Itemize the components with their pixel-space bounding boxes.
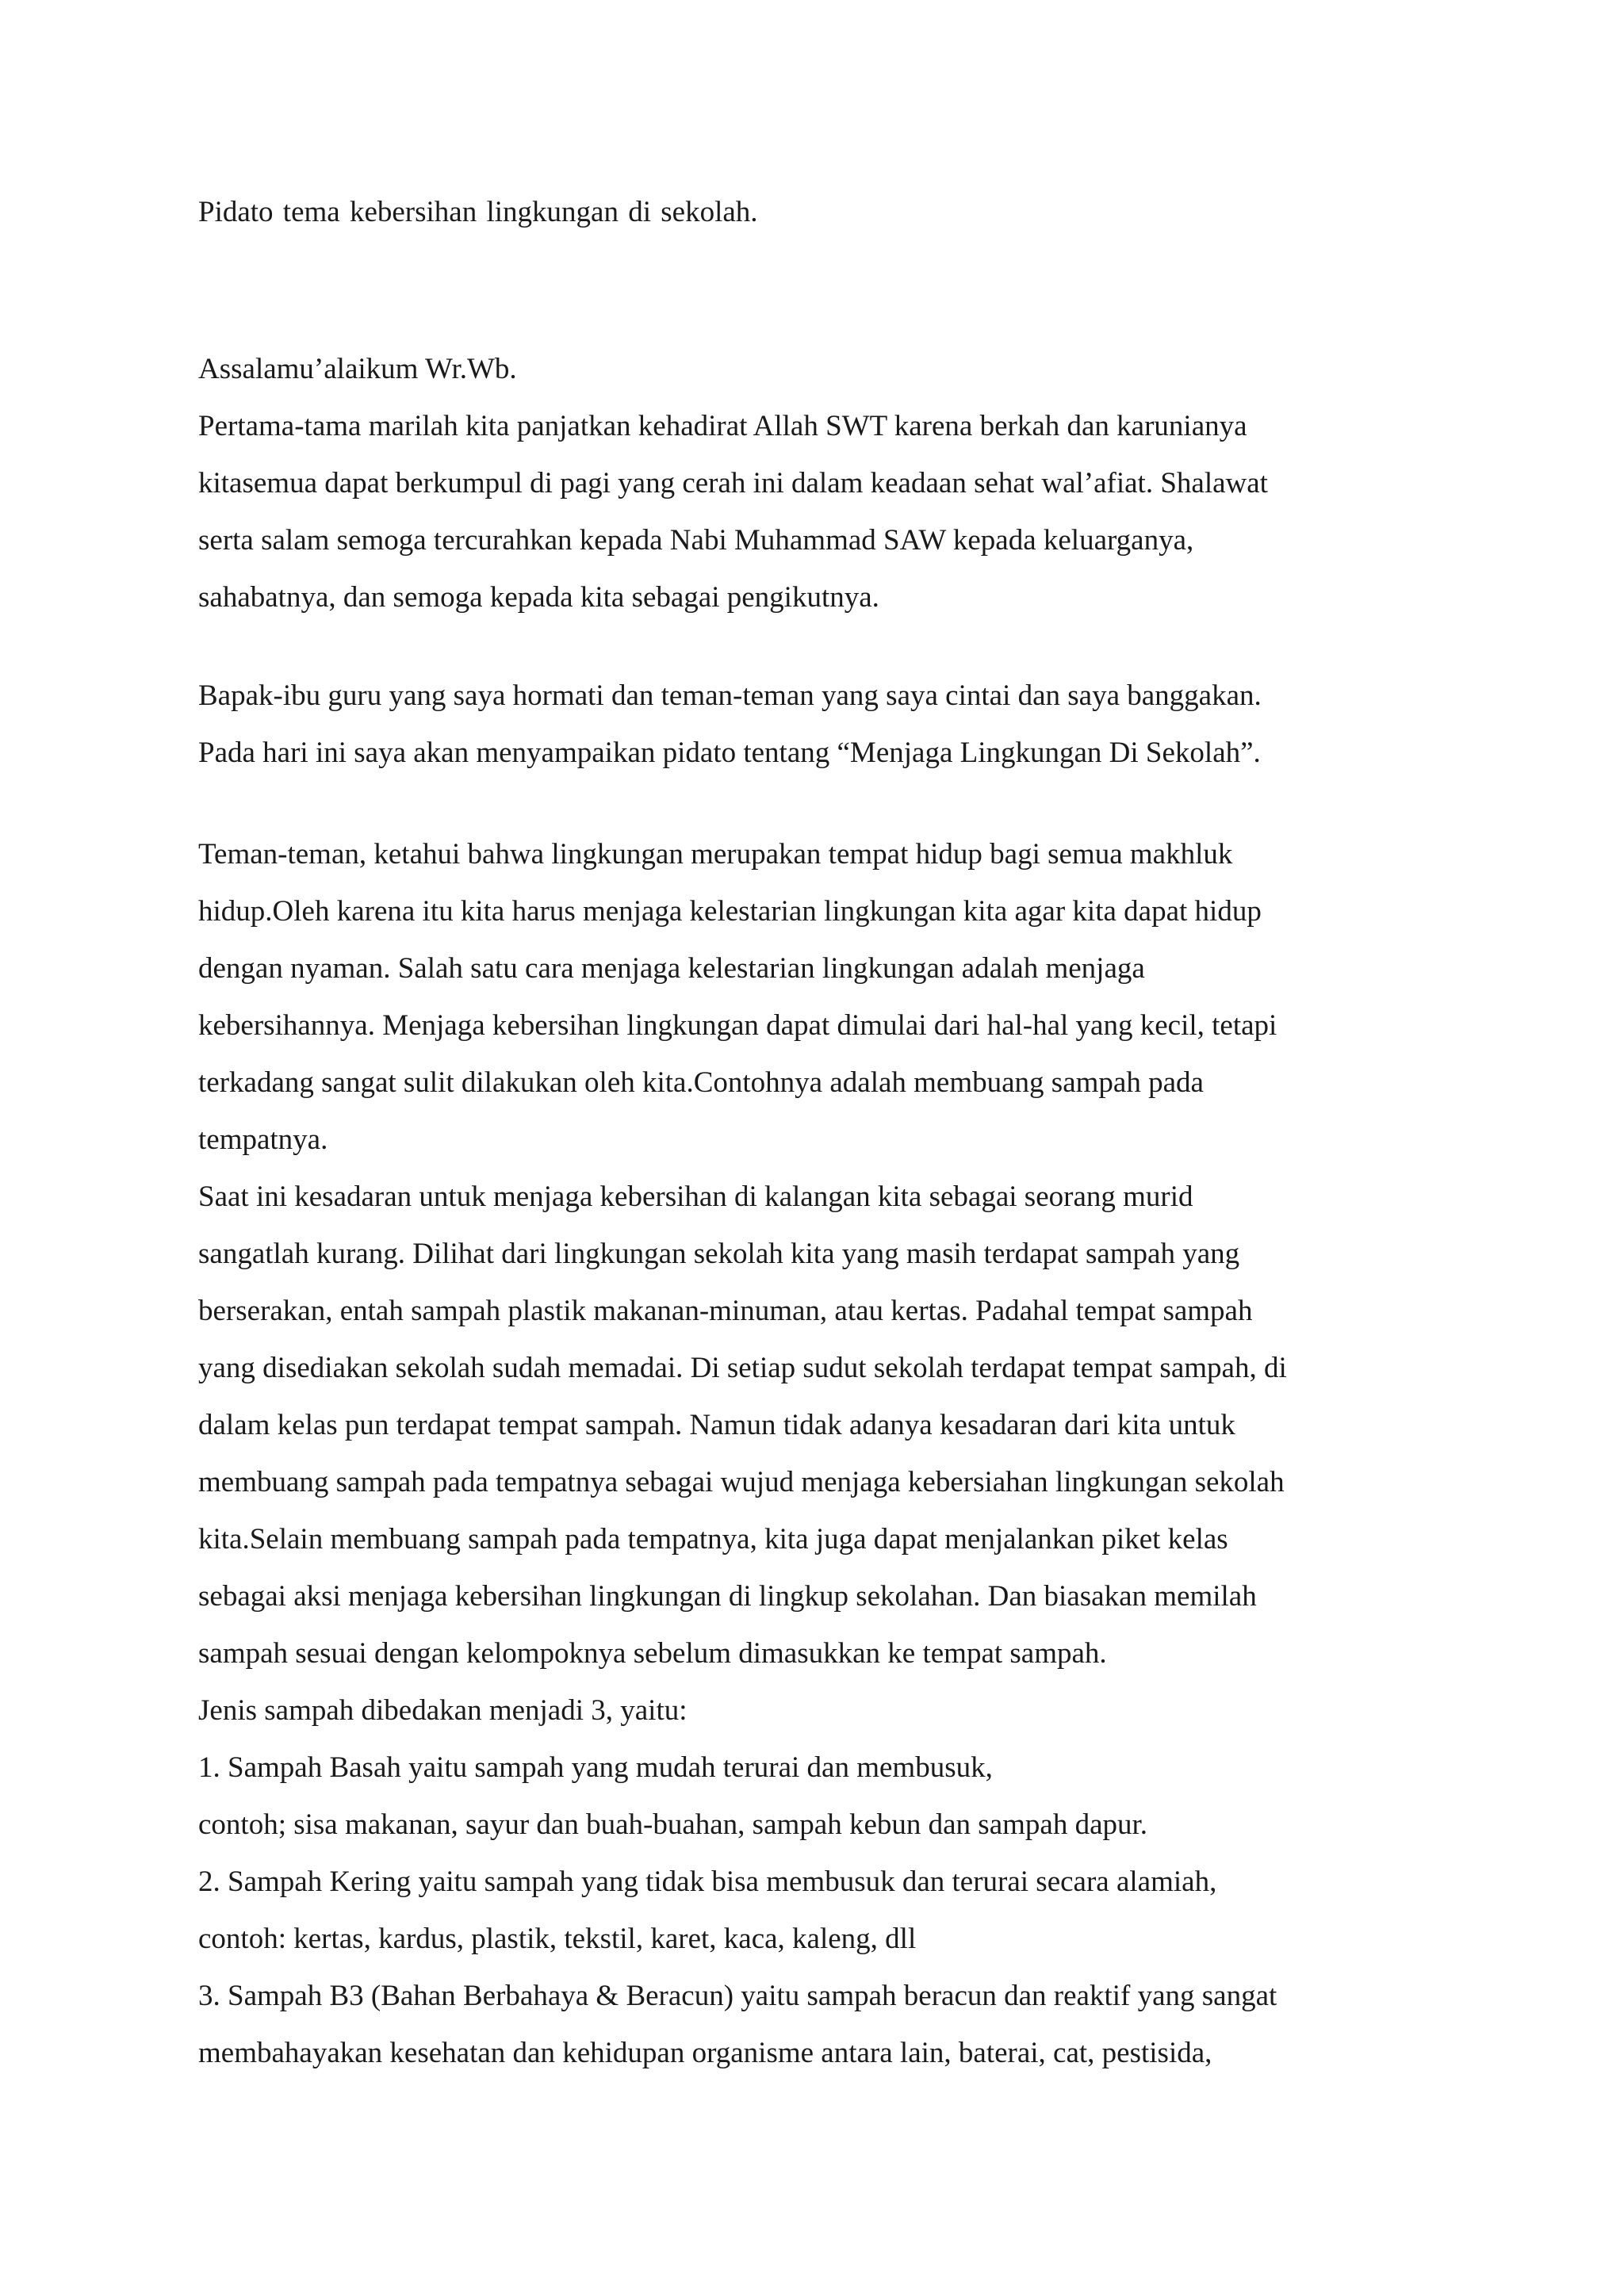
- paragraph-line: kita.Selain membuang sampah pada tempatnya, kita juga dapat menjalankan piket kelas: [198, 1523, 1228, 1556]
- paragraph-line: sampah sesuai dengan kelompoknya sebelum dimasukkan ke tempat sampah.: [198, 1637, 1107, 1670]
- list-item: 1. Sampah Basah yaitu sampah yang mudah terurai dan membusuk,: [198, 1751, 993, 1784]
- paragraph-line: Teman-teman, ketahui bahwa lingkungan merupakan tempat hidup bagi semua makhluk: [198, 838, 1233, 871]
- list-item: 2. Sampah Kering yaitu sampah yang tidak bisa membusuk dan terurai secara alamiah,: [198, 1866, 1217, 1898]
- paragraph-line: Pertama-tama marilah kita panjatkan kehadirat Allah SWT karena berkah dan karunianya: [198, 410, 1247, 442]
- paragraph-line: membuang sampah pada tempatnya sebagai wujud menjaga kebersiahan lingkungan sekolah: [198, 1466, 1285, 1498]
- list-item-example: contoh; sisa makanan, sayur dan buah-buahan, sampah kebun dan sampah dapur.: [198, 1808, 1148, 1841]
- paragraph-line: Bapak-ibu guru yang saya hormati dan teman-teman yang saya cintai dan saya banggakan.: [198, 679, 1262, 712]
- paragraph-opening: [198, 398, 1435, 626]
- paragraph-line: sahabatnya, dan semoga kepada kita sebagai pengikutnya.: [198, 581, 879, 614]
- paragraph-main: [198, 826, 1435, 2082]
- paragraph-line: kitasemua dapat berkumpul di pagi yang cerah ini dalam keadaan sehat wal’afiat. Shalawat: [198, 467, 1268, 499]
- paragraph-line: sangatlah kurang. Dilihat dari lingkungan sekolah kita yang masih terdapat sampah yang: [198, 1238, 1240, 1270]
- paragraph-line: yang disediakan sekolah sudah memadai. Di setiap sudut sekolah terdapat tempat sampah, di: [198, 1352, 1287, 1384]
- paragraph-line: Pada hari ini saya akan menyampaikan pidato tentang “Menjaga Lingkungan Di Sekolah”.: [198, 737, 1261, 769]
- list-item: 3. Sampah B3 (Bahan Berbahaya & Beracun) yaitu sampah beracun dan reaktif yang sangat: [198, 1980, 1277, 2012]
- paragraph-address: [198, 668, 1435, 782]
- greeting: Assalamu’alaikum Wr.Wb.: [198, 353, 517, 385]
- paragraph-spacer: [198, 782, 1435, 826]
- paragraph-line: sebagai aksi menjaga kebersihan lingkungan di lingkup sekolahan. Dan biasakan memilah: [198, 1580, 1257, 1613]
- paragraph-line: terkadang sangat sulit dilakukan oleh kita.Contohnya adalah membuang sampah pada: [198, 1066, 1204, 1099]
- list-item-continuation: membahayakan kesehatan dan kehidupan organisme antara lain, baterai, cat, pestisida,: [198, 2037, 1212, 2069]
- paragraph-line: tempatnya.: [198, 1123, 328, 1156]
- title-spacer: [198, 241, 1435, 341]
- paragraph-line: dalam kelas pun terdapat tempat sampah. Namun tidak adanya kesadaran dari kita untuk: [198, 1409, 1235, 1441]
- document-title: Pidato tema kebersihan lingkungan di sekolah.: [198, 196, 758, 228]
- paragraph-line: kebersihannya. Menjaga kebersihan lingkungan dapat dimulai dari hal-hal yang kecil, tetapi: [198, 1009, 1277, 1042]
- paragraph-line: dengan nyaman. Salah satu cara menjaga kelestarian lingkungan adalah menjaga: [198, 952, 1145, 985]
- paragraph-line: serta salam semoga tercurahkan kepada Nabi Muhammad SAW kepada keluarganya,: [198, 524, 1194, 557]
- document-body: [198, 184, 1435, 2082]
- list-heading: Jenis sampah dibedakan menjadi 3, yaitu:: [198, 1694, 688, 1727]
- paragraph-spacer: [198, 626, 1435, 668]
- list-item-example: contoh: kertas, kardus, plastik, tekstil, karet, kaca, kaleng, dll: [198, 1923, 917, 1955]
- paragraph-line: hidup.Oleh karena itu kita harus menjaga kelestarian lingkungan kita agar kita dapat hidup: [198, 895, 1262, 928]
- paragraph-line: berserakan, entah sampah plastik makanan-minuman, atau kertas. Padahal tempat sampah: [198, 1295, 1253, 1327]
- paragraph-line: Saat ini kesadaran untuk menjaga kebersihan di kalangan kita sebagai seorang murid: [198, 1181, 1193, 1213]
